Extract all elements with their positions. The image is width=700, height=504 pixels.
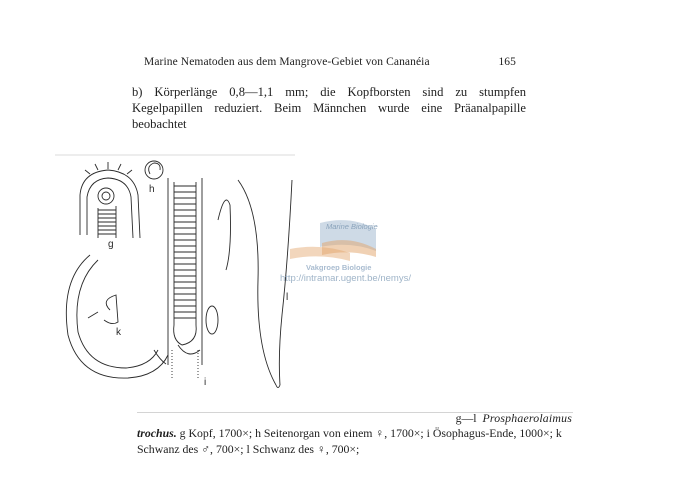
caption-species-end: trochus.	[137, 426, 177, 440]
body-paragraph: b) Körperlänge 0,8—1,1 mm; die Kopfborsten sind zu stumpfen Kegelpapillen reduziert. Beim Männchen wurde eine Präanalpapille beobachtet	[132, 85, 526, 131]
figure-caption	[137, 425, 573, 457]
watermark-url[interactable]: http://intramar.ugent.be/nemys/	[280, 273, 411, 284]
panel-label-k: k	[116, 327, 121, 338]
watermark	[280, 215, 425, 290]
panel-label-g: g	[108, 239, 114, 250]
caption-range: g—l	[455, 411, 477, 425]
panel-label-i: i	[204, 377, 207, 388]
panel-k-male-tail-drawing	[66, 255, 168, 378]
marine-biology-logo	[280, 215, 425, 273]
panel-h-lateral-organ-drawing	[145, 161, 163, 179]
running-title: Marine Nematoden aus dem Mangrove-Gebiet von Cananéia	[144, 56, 430, 68]
running-head	[144, 56, 516, 68]
caption-text: g Kopf, 1700×; h Seitenorgan von einem ♀, 1700×; i Ösophagus-Ende, 1000×; k Schwanz des ♂, 700×; l Schwanz des ♀, 700×;	[137, 426, 562, 456]
panel-label-h: h	[149, 184, 155, 195]
logo-text: Marine Biologie	[326, 222, 378, 231]
panel-i-oesophagus-drawing	[168, 178, 231, 380]
group-text: Vakgroep Biologie	[306, 263, 372, 272]
caption-tag	[456, 411, 572, 426]
page-number: 165	[498, 56, 516, 68]
panel-g-head-drawing	[80, 162, 140, 238]
panel-label-l: l	[286, 292, 289, 303]
caption-species-start: Prosphaerolaimus	[482, 411, 572, 425]
